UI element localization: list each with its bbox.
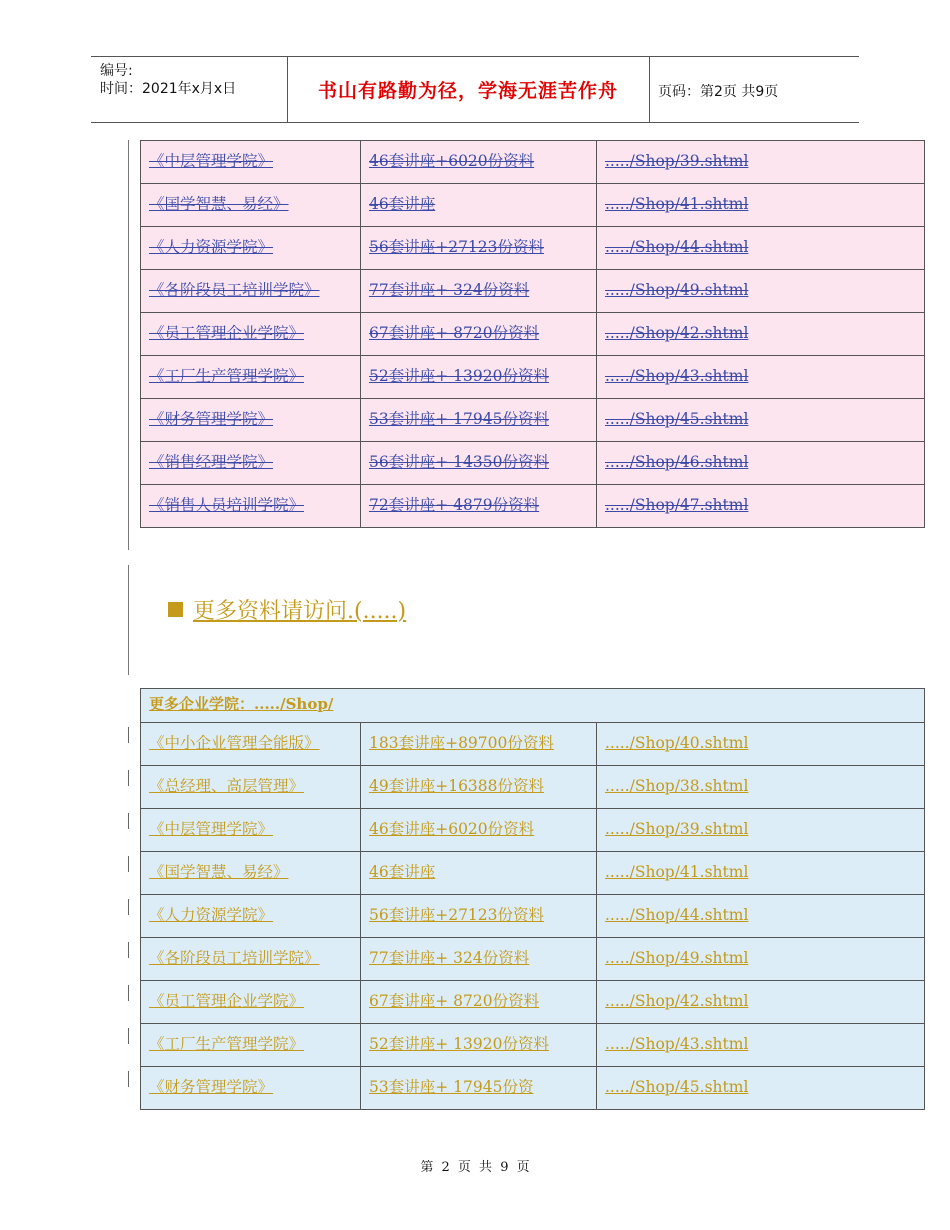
blue-table-cell bbox=[141, 938, 361, 981]
course-count-link[interactable]: 49套讲座+16388份资料 bbox=[369, 777, 545, 795]
more-resources-text: 更多资料请访问.(.....) bbox=[193, 599, 407, 624]
margin-row-mark bbox=[128, 985, 129, 1001]
blue-table-cell bbox=[361, 981, 597, 1024]
academy-name-link[interactable]: 《工厂生产管理学院》 bbox=[149, 1035, 305, 1053]
header-divider-right bbox=[649, 56, 650, 122]
blue-table-cell bbox=[361, 766, 597, 809]
shop-url-link[interactable]: ...../Shop/42.shtml bbox=[605, 992, 749, 1010]
shop-url-link[interactable]: ...../Shop/42.shtml bbox=[605, 324, 749, 342]
shop-url-link[interactable]: ...../Shop/39.shtml bbox=[605, 820, 749, 838]
academy-name-link[interactable]: 《中层管理学院》 bbox=[149, 820, 274, 838]
margin-row-mark bbox=[128, 856, 129, 872]
course-count-link[interactable]: 46套讲座+6020份资料 bbox=[369, 820, 535, 838]
blue-table-cell bbox=[361, 938, 597, 981]
pink-table-cell bbox=[361, 399, 597, 442]
academy-name-link[interactable]: 《销售人员培训学院》 bbox=[149, 496, 305, 514]
course-count-link[interactable]: 56套讲座+27123份资料 bbox=[369, 238, 545, 256]
pink-table-cell bbox=[597, 485, 925, 528]
course-count-link[interactable]: 56套讲座+27123份资料 bbox=[369, 906, 545, 924]
blue-table-row bbox=[141, 895, 925, 938]
pink-table-cell bbox=[361, 356, 597, 399]
pink-table-cell bbox=[597, 141, 925, 184]
pink-resource-table bbox=[140, 140, 925, 528]
blue-table-row bbox=[141, 1067, 925, 1110]
blue-table-cell bbox=[361, 1024, 597, 1067]
margin-row-mark bbox=[128, 813, 129, 829]
academy-name-link[interactable]: 《中层管理学院》 bbox=[149, 152, 274, 170]
pink-table-cell bbox=[141, 270, 361, 313]
pink-table-cell bbox=[141, 141, 361, 184]
course-count-link[interactable]: 46套讲座+6020份资料 bbox=[369, 152, 535, 170]
pink-table-cell bbox=[361, 227, 597, 270]
blue-table-header-cell bbox=[141, 689, 925, 723]
academy-name-link[interactable]: 《人力资源学院》 bbox=[149, 238, 274, 256]
pink-table-cell bbox=[597, 399, 925, 442]
pink-table-row bbox=[141, 399, 925, 442]
pink-table-cell bbox=[141, 399, 361, 442]
pink-table-cell bbox=[141, 485, 361, 528]
blue-table-cell bbox=[141, 1024, 361, 1067]
blue-table-cell bbox=[597, 981, 925, 1024]
course-count-link[interactable]: 52套讲座+ 13920份资料 bbox=[369, 367, 549, 385]
blue-table-cell bbox=[361, 809, 597, 852]
course-count-link[interactable]: 67套讲座+ 8720份资料 bbox=[369, 992, 540, 1010]
pink-table-cell bbox=[141, 227, 361, 270]
blue-table-cell bbox=[597, 766, 925, 809]
academy-name-link[interactable]: 《国学智慧、易经》 bbox=[149, 863, 289, 881]
pink-table-cell bbox=[597, 227, 925, 270]
pink-table-cell bbox=[361, 270, 597, 313]
course-count-link[interactable]: 183套讲座+89700份资料 bbox=[369, 734, 554, 752]
header-motto: 书山有路勤为径，学海无涯苦作舟 bbox=[317, 80, 618, 102]
margin-row-mark bbox=[128, 1028, 129, 1044]
square-bullet-icon bbox=[168, 602, 183, 617]
margin-row-mark bbox=[128, 727, 129, 743]
blue-resource-table bbox=[140, 688, 925, 1110]
academy-name-link[interactable]: 《总经理、高层管理》 bbox=[149, 777, 305, 795]
blue-table-row bbox=[141, 723, 925, 766]
pink-table-cell bbox=[361, 442, 597, 485]
course-count-link[interactable]: 52套讲座+ 13920份资料 bbox=[369, 1035, 549, 1053]
blue-table-row bbox=[141, 1024, 925, 1067]
academy-name-link[interactable]: 《员工管理企业学院》 bbox=[149, 992, 305, 1010]
pink-table-row bbox=[141, 485, 925, 528]
academy-name-link[interactable]: 《中小企业管理全能版》 bbox=[149, 734, 320, 752]
pink-table-row bbox=[141, 356, 925, 399]
blue-table-cell bbox=[141, 723, 361, 766]
shop-url-link[interactable]: ...../Shop/38.shtml bbox=[605, 777, 749, 795]
course-count-link[interactable]: 67套讲座+ 8720份资料 bbox=[369, 324, 540, 342]
academy-name-link[interactable]: 《人力资源学院》 bbox=[149, 906, 274, 924]
blue-table-row bbox=[141, 938, 925, 981]
blue-table-cell bbox=[141, 895, 361, 938]
blue-table-cell bbox=[597, 723, 925, 766]
margin-mark-top bbox=[128, 140, 129, 550]
doc-code-label: 编号: bbox=[100, 63, 133, 79]
shop-url-link[interactable]: ...../Shop/46.shtml bbox=[605, 453, 749, 471]
blue-table-row bbox=[141, 809, 925, 852]
blue-table-cell bbox=[141, 852, 361, 895]
blue-table-cell bbox=[361, 723, 597, 766]
blue-table-cell bbox=[597, 1067, 925, 1110]
margin-mark-middle bbox=[128, 565, 129, 675]
pink-table-cell bbox=[361, 184, 597, 227]
blue-table-cell bbox=[361, 852, 597, 895]
course-count-link[interactable]: 46套讲座 bbox=[369, 863, 436, 881]
pink-table-row bbox=[141, 141, 925, 184]
shop-url-link[interactable]: ...../Shop/49.shtml bbox=[605, 281, 749, 299]
page-info: 页码：第2页 共9页 bbox=[658, 84, 779, 100]
page-footer: 第 2 页 共 9 页 bbox=[420, 1160, 530, 1175]
blue-table-cell bbox=[597, 809, 925, 852]
course-count-link[interactable]: 77套讲座+ 324份资料 bbox=[369, 281, 530, 299]
course-count-link[interactable]: 46套讲座 bbox=[369, 195, 436, 213]
doc-time-label: 时间：2021年x月x日 bbox=[100, 81, 237, 97]
course-count-link[interactable]: 56套讲座+ 14350份资料 bbox=[369, 453, 549, 471]
blue-table-row bbox=[141, 852, 925, 895]
pink-table-cell bbox=[141, 313, 361, 356]
pink-table-row bbox=[141, 442, 925, 485]
shop-url-link[interactable]: ...../Shop/41.shtml bbox=[605, 195, 749, 213]
pink-table-row bbox=[141, 313, 925, 356]
academy-name-link[interactable]: 《各阶段员工培训学院》 bbox=[149, 949, 320, 967]
academy-name-link[interactable]: 《销售经理学院》 bbox=[149, 453, 274, 471]
header-top-rule bbox=[91, 56, 859, 57]
pink-table-row bbox=[141, 270, 925, 313]
academy-name-link[interactable]: 《国学智慧、易经》 bbox=[149, 195, 289, 213]
margin-row-mark bbox=[128, 942, 129, 958]
blue-table-cell bbox=[141, 981, 361, 1024]
shop-url-link[interactable]: ...../Shop/49.shtml bbox=[605, 949, 749, 967]
blue-table-header-row bbox=[141, 689, 925, 723]
more-academies-link[interactable]: 更多企业学院：...../Shop/ bbox=[149, 695, 334, 713]
shop-url-link[interactable]: ...../Shop/45.shtml bbox=[605, 410, 749, 428]
blue-table-cell bbox=[141, 1067, 361, 1110]
blue-table-cell bbox=[597, 1024, 925, 1067]
margin-row-mark bbox=[128, 770, 129, 786]
pink-table-row bbox=[141, 184, 925, 227]
pink-table-cell bbox=[141, 184, 361, 227]
shop-url-link[interactable]: ...../Shop/43.shtml bbox=[605, 367, 749, 385]
pink-table-cell bbox=[141, 356, 361, 399]
pink-table-cell bbox=[597, 270, 925, 313]
pink-table-cell bbox=[597, 184, 925, 227]
academy-name-link[interactable]: 《财务管理学院》 bbox=[149, 1078, 274, 1096]
shop-url-link[interactable]: ...../Shop/43.shtml bbox=[605, 1035, 749, 1053]
course-count-link[interactable]: 72套讲座+ 4879份资料 bbox=[369, 496, 540, 514]
shop-url-link[interactable]: ...../Shop/45.shtml bbox=[605, 1078, 749, 1096]
blue-table-cell bbox=[597, 938, 925, 981]
shop-url-link[interactable]: ...../Shop/44.shtml bbox=[605, 906, 749, 924]
blue-table-cell bbox=[361, 1067, 597, 1110]
academy-name-link[interactable]: 《各阶段员工培训学院》 bbox=[149, 281, 320, 299]
pink-table-cell bbox=[361, 485, 597, 528]
blue-table-cell bbox=[361, 895, 597, 938]
header-bottom-rule bbox=[91, 122, 859, 123]
blue-table-row bbox=[141, 981, 925, 1024]
shop-url-link[interactable]: ...../Shop/47.shtml bbox=[605, 496, 749, 514]
course-count-link[interactable]: 53套讲座+ 17945份资 bbox=[369, 1078, 534, 1096]
blue-table-cell bbox=[597, 852, 925, 895]
academy-name-link[interactable]: 《员工管理企业学院》 bbox=[149, 324, 305, 342]
shop-url-link[interactable]: ...../Shop/44.shtml bbox=[605, 238, 749, 256]
pink-table-cell bbox=[597, 313, 925, 356]
shop-url-link[interactable]: ...../Shop/39.shtml bbox=[605, 152, 749, 170]
shop-url-link[interactable]: ...../Shop/41.shtml bbox=[605, 863, 749, 881]
academy-name-link[interactable]: 《工厂生产管理学院》 bbox=[149, 367, 305, 385]
margin-row-mark bbox=[128, 1071, 129, 1087]
course-count-link[interactable]: 77套讲座+ 324份资料 bbox=[369, 949, 530, 967]
academy-name-link[interactable]: 《财务管理学院》 bbox=[149, 410, 274, 428]
pink-table-cell bbox=[361, 313, 597, 356]
course-count-link[interactable]: 53套讲座+ 17945份资料 bbox=[369, 410, 549, 428]
pink-table-cell bbox=[597, 442, 925, 485]
blue-table-cell bbox=[141, 766, 361, 809]
pink-table-row bbox=[141, 227, 925, 270]
blue-table-row bbox=[141, 766, 925, 809]
pink-table-cell bbox=[361, 141, 597, 184]
blue-table-cell bbox=[597, 895, 925, 938]
margin-row-mark bbox=[128, 899, 129, 915]
blue-table-cell bbox=[141, 809, 361, 852]
pink-table-cell bbox=[141, 442, 361, 485]
more-resources-link[interactable] bbox=[168, 594, 406, 625]
shop-url-link[interactable]: ...../Shop/40.shtml bbox=[605, 734, 749, 752]
pink-table-cell bbox=[597, 356, 925, 399]
